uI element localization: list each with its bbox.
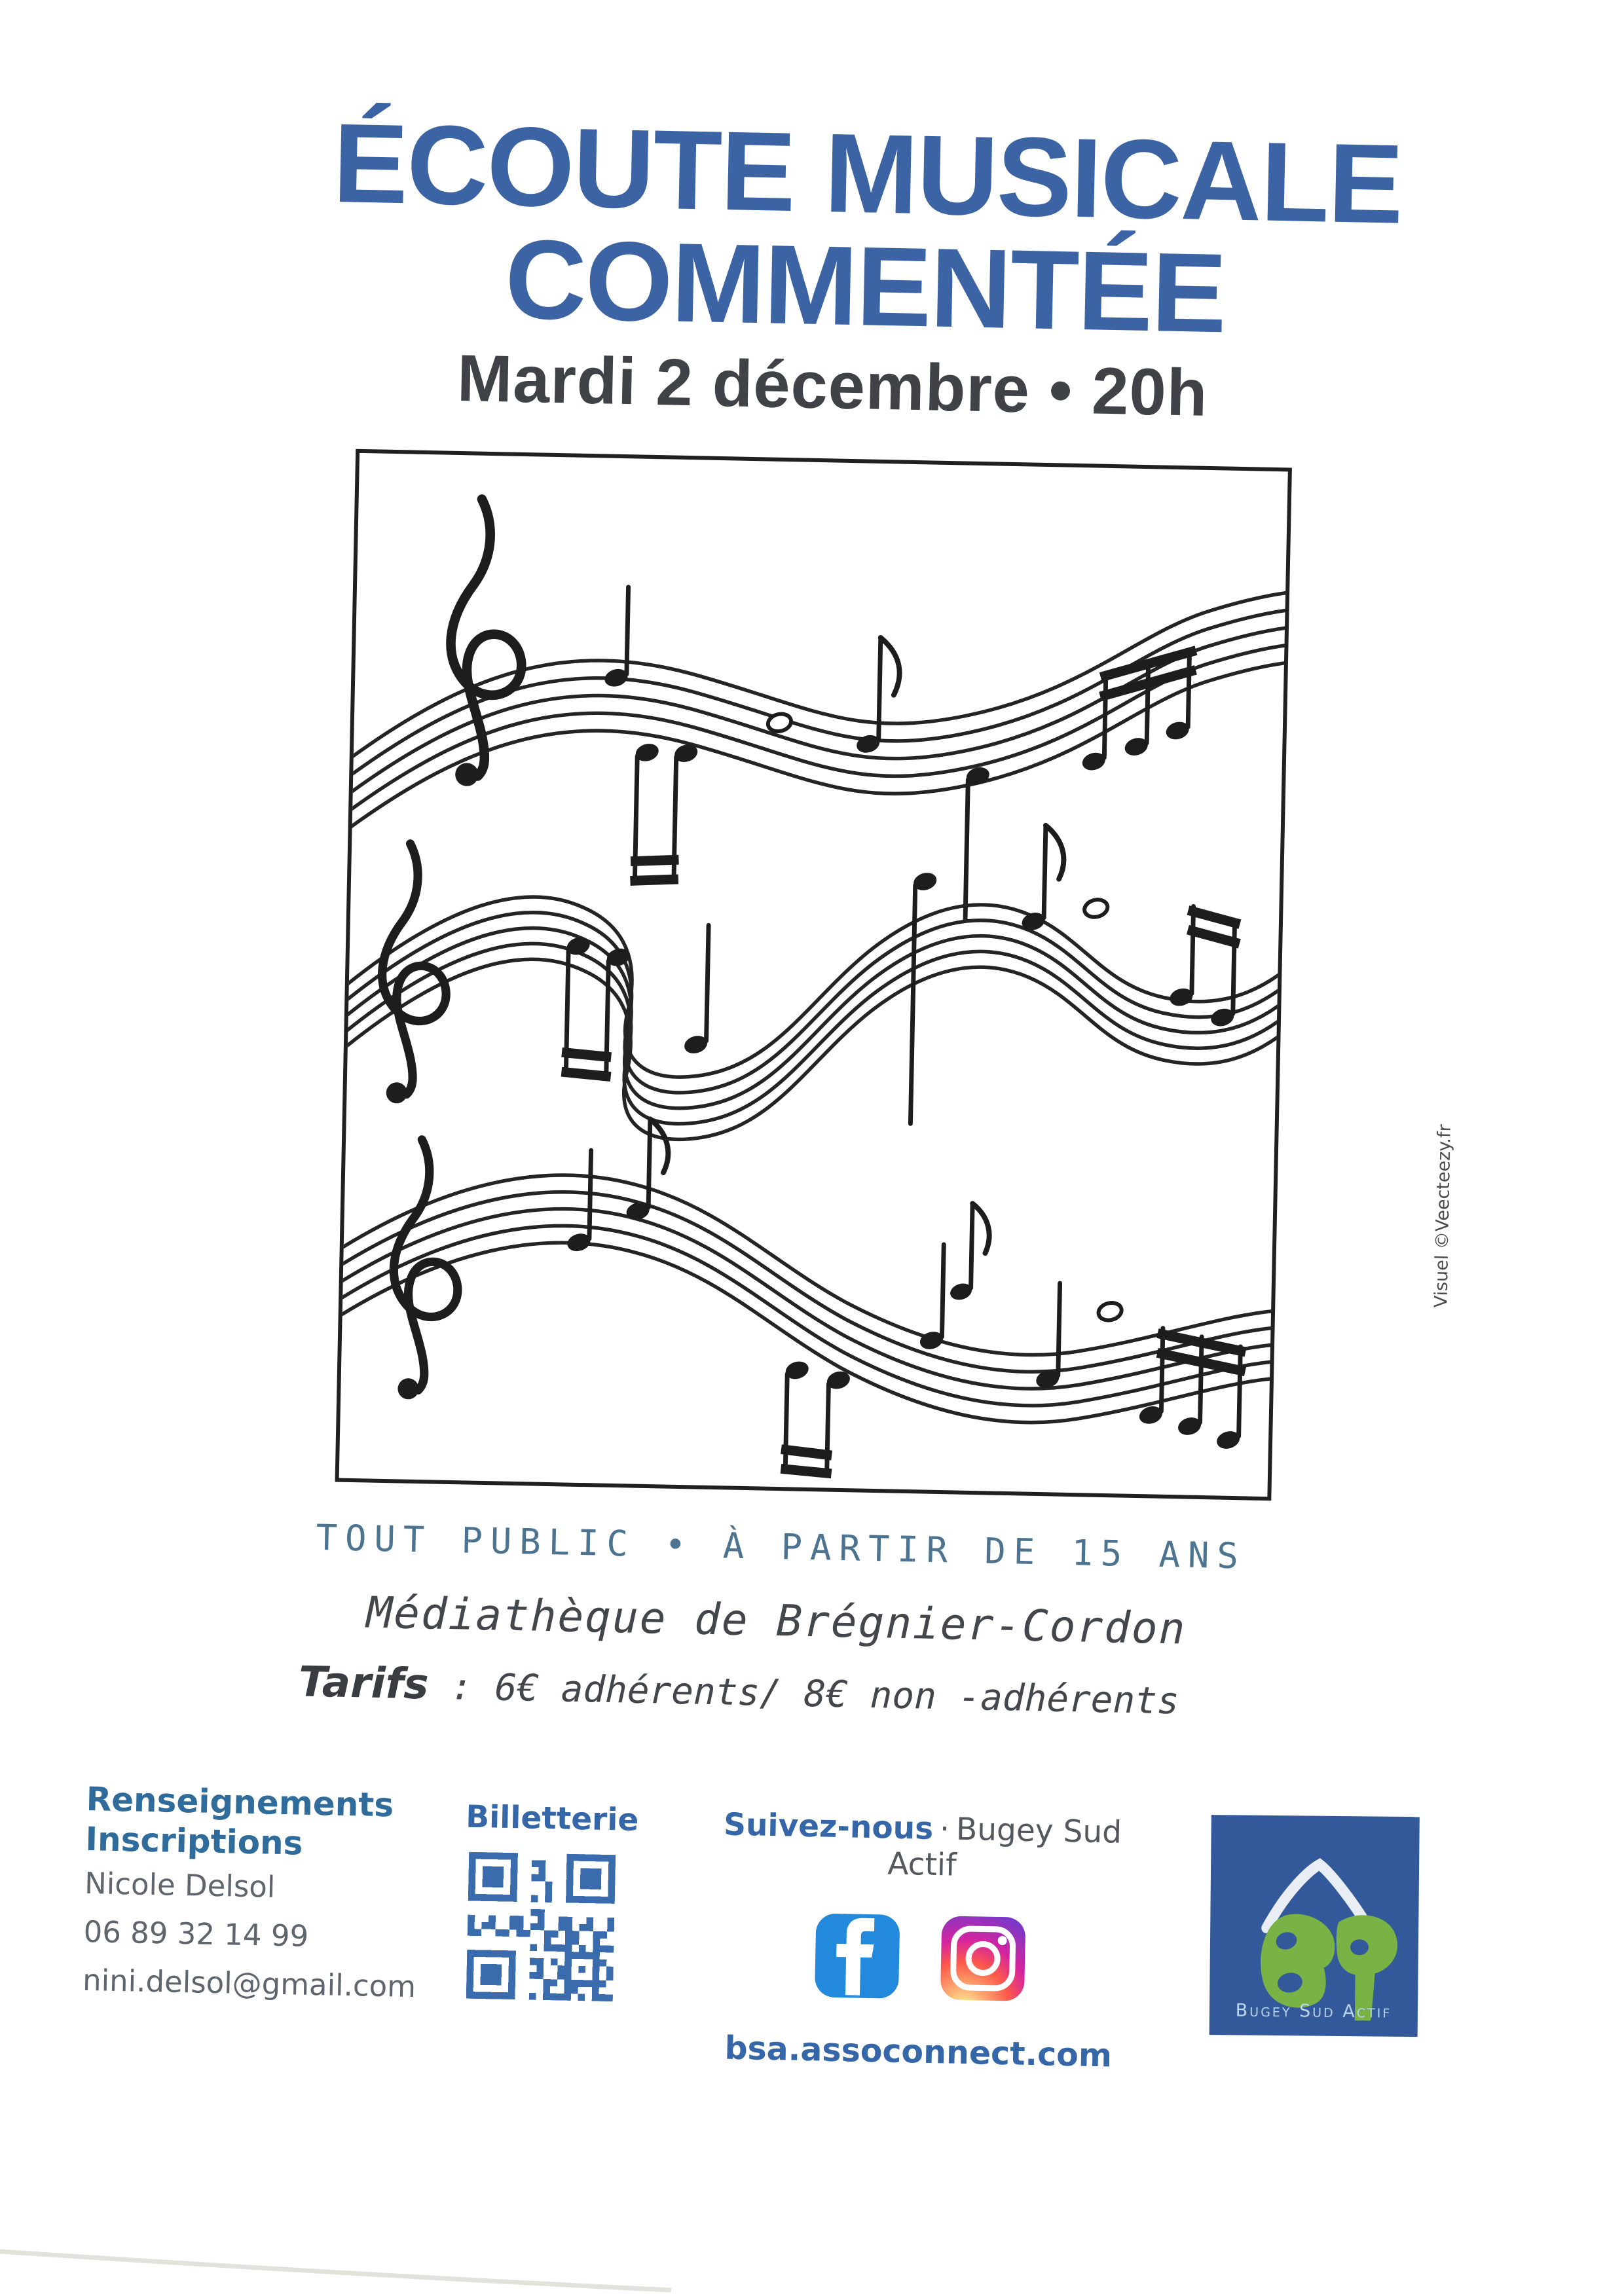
bsa-logo xyxy=(1209,1815,1420,2037)
staff-lines-middle xyxy=(342,892,1282,1151)
tickets-heading: Billetterie xyxy=(465,1798,639,1838)
venue-line: Médiathèque de Brégnier-Cordon xyxy=(365,1587,1187,1654)
event-date: Mardi 2 décembre • 20h xyxy=(456,341,1209,430)
contact-block xyxy=(82,1779,420,2011)
instagram-icon xyxy=(940,1916,1026,2001)
contact-heading-1: Renseignements xyxy=(86,1779,394,1825)
social-icons-row xyxy=(710,1911,1130,2003)
staff-lines-bottom xyxy=(339,1171,1277,1427)
tarifs-label: Tarifs xyxy=(298,1658,430,1709)
account-name: Bugey Sud Actif xyxy=(887,1811,1122,1884)
contact-heading-2: Inscriptions xyxy=(84,1819,303,1863)
music-notes-graphic xyxy=(339,453,1288,1497)
title-line-1: ÉCOUTE MUSICALE xyxy=(331,100,1403,247)
social-heading xyxy=(712,1806,1133,1887)
treble-clef-icon xyxy=(380,843,449,1104)
follow-label: Suivez-nous xyxy=(723,1806,934,1847)
social-block xyxy=(709,1806,1133,2075)
image-credit: Visuel ©Veecteezy.fr xyxy=(1431,1124,1455,1308)
page-title xyxy=(52,101,1624,359)
qr-code-svg xyxy=(466,1852,616,2001)
separator-dot: · xyxy=(939,1811,950,1848)
facebook-icon xyxy=(815,1913,900,1999)
contact-phone: 06 89 32 14 99 xyxy=(83,1914,309,1954)
audience-line: TOUT PUBLIC • À PARTIR DE 15 ANS xyxy=(315,1516,1247,1577)
title-line-2: COMMENTÉE xyxy=(504,216,1227,357)
contact-email: nini.delsol@gmail.com xyxy=(82,1962,416,2005)
qr-code xyxy=(466,1852,616,2001)
music-notes-frame xyxy=(335,449,1292,1501)
tarifs-value: : 6€ adhérents/ 8€ non -adhérents xyxy=(428,1665,1180,1723)
tarifs-line xyxy=(0,1650,1551,1732)
website-url: bsa.assoconnect.com xyxy=(724,2029,1113,2075)
bsa-logo-caption: Bugey Sud Actif xyxy=(1235,2000,1392,2022)
tickets-block xyxy=(462,1798,639,2002)
contact-name: Nicole Delsol xyxy=(84,1865,276,1904)
